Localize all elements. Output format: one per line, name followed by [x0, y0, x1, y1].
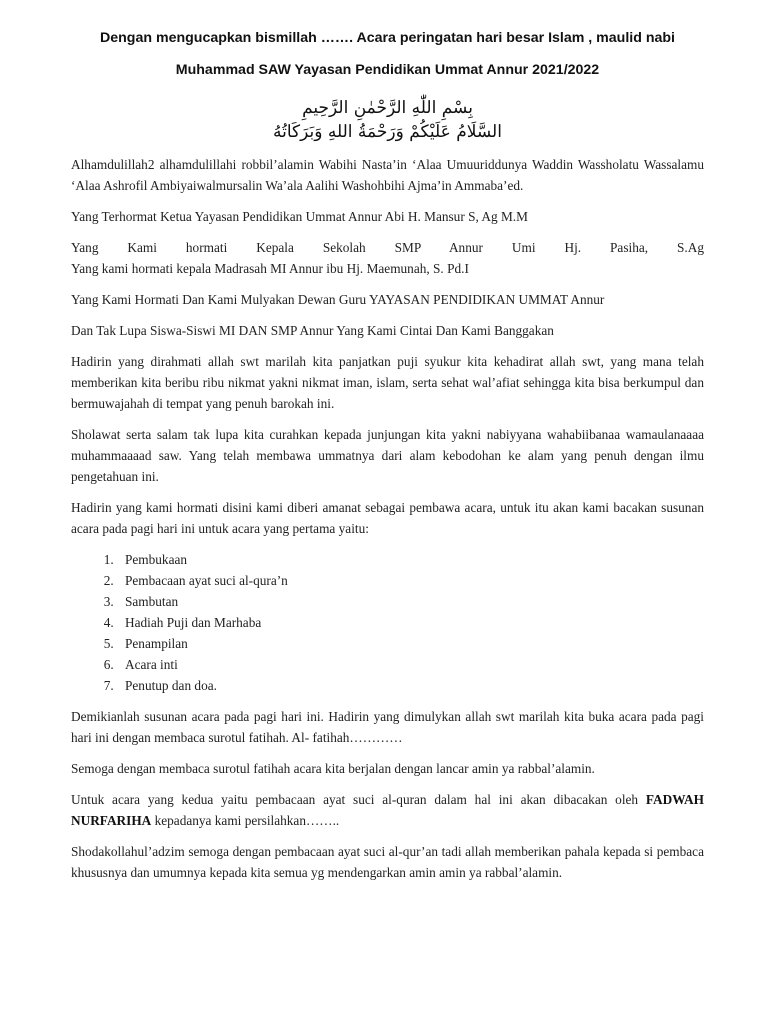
greeting-ketua-yayasan: Yang Terhormat Ketua Yayasan Pendidikan Ummat Annur Abi H. Mansur S, Ag M.M	[71, 209, 528, 224]
opening-paragraph: Alhamdulillah2 alhamdulillahi robbil’alamin Wabihi Nasta’in ‘Alaa Umuuriddunya Waddin Wassholatu Wassalamu ‘Alaa Ashrofil Ambiyaiwalmursalin Wa’ala Aalihi Washohbihi Ajma’in Ammaba’ed.	[71, 157, 704, 193]
agenda-item: 7. Penutup dan doa.	[117, 675, 704, 696]
agenda-item: 5. Penampilan	[117, 633, 704, 654]
agenda-item: 1. Pembukaan	[117, 549, 704, 570]
reader-name: FADWAH NURFARIHA	[71, 792, 704, 828]
paragraph-semoga: Semoga dengan membaca surotul fatihah acara kita berjalan dengan lancar amin ya rabbal’alamin.	[71, 761, 595, 776]
acara-kedua-intro: Untuk acara yang kedua yaitu pembacaan ayat suci al-quran dalam hal ini akan dibacakan oleh	[71, 792, 639, 807]
greeting-dewan-guru: Yang Kami Hormati Dan Kami Mulyakan Dewan Guru YAYASAN PENDIDIKAN UMMAT Annur	[71, 292, 605, 307]
paragraph-demikian: Demikianlah susunan acara pada pagi hari ini. Hadirin yang dimulykan allah swt marilah kita buka acara pada pagi hari ini dengan membaca surotul fatihah. Al- fatihah…………	[71, 709, 704, 745]
greeting-siswa: Dan Tak Lupa Siswa-Siswi MI DAN SMP Annur Yang Kami Cintai Dan Kami Banggakan	[71, 323, 554, 338]
basmalah-arabic: بِسْمِ اللّٰهِ الرَّحْمٰنِ الرَّحِيمِ	[302, 98, 473, 118]
agenda-list	[71, 549, 704, 696]
document-title-line-2: Muhammad SAW Yayasan Pendidikan Ummat Annur 2021/2022	[175, 62, 600, 78]
paragraph-syukur: Hadirin yang dirahmati allah swt marilah kita panjatkan puji syukur kita kehadirat allah swt, yang mana telah memberikan kita beribu ribu nikmat yakni nikmat iman, islam, serta sehat wal’afiat sehingga kita bisa berkumpul dan bermuwajahah di tempat yang penuh barokah ini.	[71, 354, 704, 411]
greeting-kepala-smp: Yang Kami hormati Kepala Sekolah SMP Annur Umi Hj. Pasiha, S.Ag	[71, 240, 704, 255]
paragraph-amanat: Hadirin yang kami hormati disini kami diberi amanat sebagai pembawa acara, untuk itu akan kami bacakan susunan acara pada pagi hari ini untuk acara yang pertama yaitu:	[71, 500, 704, 536]
greeting-kepala-madrasah: Yang kami hormati kepala Madrasah MI Annur ibu Hj. Maemunah, S. Pd.I	[71, 261, 469, 276]
agenda-item: 4. Hadiah Puji dan Marhaba	[117, 612, 704, 633]
agenda-item: 2. Pembacaan ayat suci al-qura’n	[117, 570, 704, 591]
salam-arabic: السَّلَامُ عَلَيْكُمْ وَرَحْمَةُ اللهِ وَبَرَكَاتُهُ	[273, 122, 502, 142]
paragraph-shodaqollah: Shodakollahul’adzim semoga dengan pembacaan ayat suci al-qur’an tadi allah memberikan pahala kepada si pembaca khususnya dan umumnya kepada kita semua yg mendengarkan amin amin ya rabbal’alamin.	[71, 844, 704, 880]
acara-kedua-closing: kepadanya kami persilahkan……..	[154, 813, 340, 828]
paragraph-sholawat: Sholawat serta salam tak lupa kita curahkan kepada junjungan kita yakni nabiyyana wahabiibanaa wamaulanaaaa muhammaaaad saw. Yang telah membawa ummatnya dari alam kebodohan ke alam yang penuh dengan ilmu pengetahuan ini.	[71, 427, 704, 484]
agenda-item: 3. Sambutan	[117, 591, 704, 612]
document-title-line-1: Dengan mengucapkan bismillah ……. Acara peringatan hari besar Islam , maulid nabi	[99, 30, 676, 46]
agenda-item: 6. Acara inti	[117, 654, 704, 675]
paragraph-acara-kedua	[71, 789, 704, 831]
